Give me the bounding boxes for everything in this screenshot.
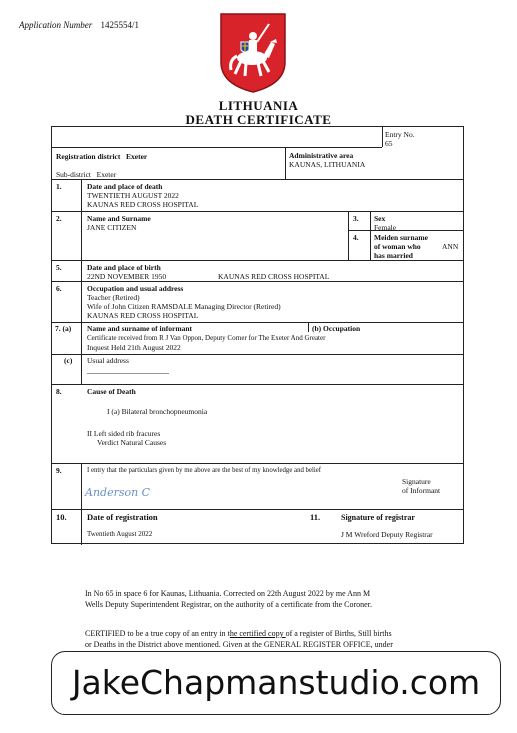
divider [52,384,464,385]
country-heading: LITHUANIA [218,98,299,113]
divider [81,463,82,545]
death-place: KAUNAS RED CROSS HOSPITAL [87,200,199,209]
field-9-number: 9. [56,466,62,475]
divider [52,281,464,282]
informant-line-1: Certificate received from R J Van Oppon, Deputy Corner for The Exeter And Greater [87,334,326,342]
cause-line-1: I (a) Bilateral bronchopneumonia [107,407,208,416]
maiden-surname-label-2: of woman who [374,242,421,251]
death-date: TWENTIETH AUGUST 2022 [87,191,179,200]
entry-label: Entry No. [385,130,415,139]
application-number [19,20,139,30]
informant-statement: I entry that the particulars given by me above are the best of my knowledge and belief [87,467,322,474]
field-7a-number: 7. (a) [55,324,72,333]
occupation-address-label: Occupation and usual address [87,284,184,293]
divider [52,354,464,355]
informant-label: Name and surname of informant [87,324,192,333]
field-3-number: 3. [353,214,359,223]
entry-value: 65 [385,139,393,148]
divider [348,230,464,231]
administrative-area-label: Administrative area [289,151,354,160]
sub-district-value: Exeter [96,170,117,179]
occupation-line-3: KAUNAS RED CROSS HOSPITAL [87,311,199,320]
certification-statement [85,629,393,650]
maiden-surname-label-1: Meiden surname [374,233,428,242]
field-7c-number: (c) [64,356,73,365]
divider [52,147,382,148]
divider [308,322,309,332]
registration-date-value: Twentieth August 2022 [87,530,153,538]
correction-note [85,589,372,610]
birth-date: 22ND NOVEMBER 1950 [87,272,167,281]
application-number-label: Application Number [19,20,93,30]
administrative-area-value: KAUNAS, LITHUANIA [289,160,366,169]
sex-label: Sex [374,214,386,223]
field-2-number: 2. [56,214,62,223]
field-11-number: 11. [310,512,321,522]
usual-address-line [87,373,169,374]
coat-of-arms-icon [219,12,287,94]
informant-occupation-label: (b) Occupation [312,324,361,333]
maiden-surname-value: ANN [442,242,459,251]
cause-line-3: Verdict Natural Causes [97,438,167,447]
usual-address-label: Usual address [87,356,129,365]
cause-of-death-label: Cause of Death [87,387,136,396]
divider [52,322,464,323]
document-title: DEATH CERTIFICATE [185,112,332,127]
correction-line-2: Wells Deputy Superintendent Registrar, on the authority of a certificate from the Coroner. [85,599,372,609]
watermark-banner: JakeChapmanstudio.com [51,651,501,715]
divider [52,509,464,510]
sex-value: Female [374,223,397,232]
birth-place: KAUNAS RED CROSS HOSPITAL [218,272,330,281]
registrar-signature-label: Signature of registrar [341,513,415,522]
registration-district-label: Registration district [56,152,121,161]
field-5-number: 5. [56,263,62,272]
certification-text-a: CERTIFIED to be a true copy of an entry in t [85,629,230,638]
field-1-number: 1. [56,182,62,191]
divider [52,260,464,261]
correction-line-1: In No 65 in space 6 for Kaunas, Lithuania. Corrected on 22th August 2022 by me Ann M [85,589,371,598]
divider [52,463,464,464]
registration-district [56,152,147,161]
application-number-value: 1425554/1 [100,20,140,30]
divider [81,179,82,384]
certification-line-1 [85,629,393,640]
occupation-line-2: Wife of John Citizen RAMSDALE Managing Director (Retired) [87,302,281,311]
field-4-number: 4. [353,233,359,242]
death-date-place-label: Date and place of death [87,182,163,191]
field-8-number: 8. [56,387,62,396]
registrar-signature-value: J M Wreford Deputy Registrar [341,530,433,539]
divider [52,179,464,180]
divider [370,211,371,260]
divider [382,127,383,147]
sub-district-label: Sub-district [56,170,91,179]
birth-date-place-label: Date and place of birth [87,263,161,272]
registration-date-label: Date of registration [87,512,158,522]
registration-district-value: Exeter [126,152,148,161]
name-surname-label: Name and Surname [87,214,151,223]
certification-text-underlined: he certified copy [229,629,286,638]
divider [52,211,464,212]
divider [348,211,349,260]
sub-district [56,170,116,179]
maiden-surname-label-3: has married [374,251,413,260]
signature-label-1: Signature [402,477,431,486]
informant-line-2: Inquest Held 21th August 2022 [87,343,181,352]
signature-label-2: of Informant [402,486,441,495]
occupation-line-1: Teacher (Retired) [87,293,140,302]
divider [285,147,286,179]
cause-line-2: II Left sided rib fracures [87,429,161,438]
deceased-name: JANE CITIZEN [87,223,137,232]
certification-line-2: or Deaths in the District above mentioned. Given at the GENERAL REGISTER OFFICE, under [85,639,393,649]
field-10-number: 10. [56,512,67,522]
informant-signature: Anderson C [85,486,151,499]
certification-text-b: of a register of Births, Still births [285,629,392,638]
certificate-form [51,126,464,544]
field-6-number: 6. [56,284,62,293]
